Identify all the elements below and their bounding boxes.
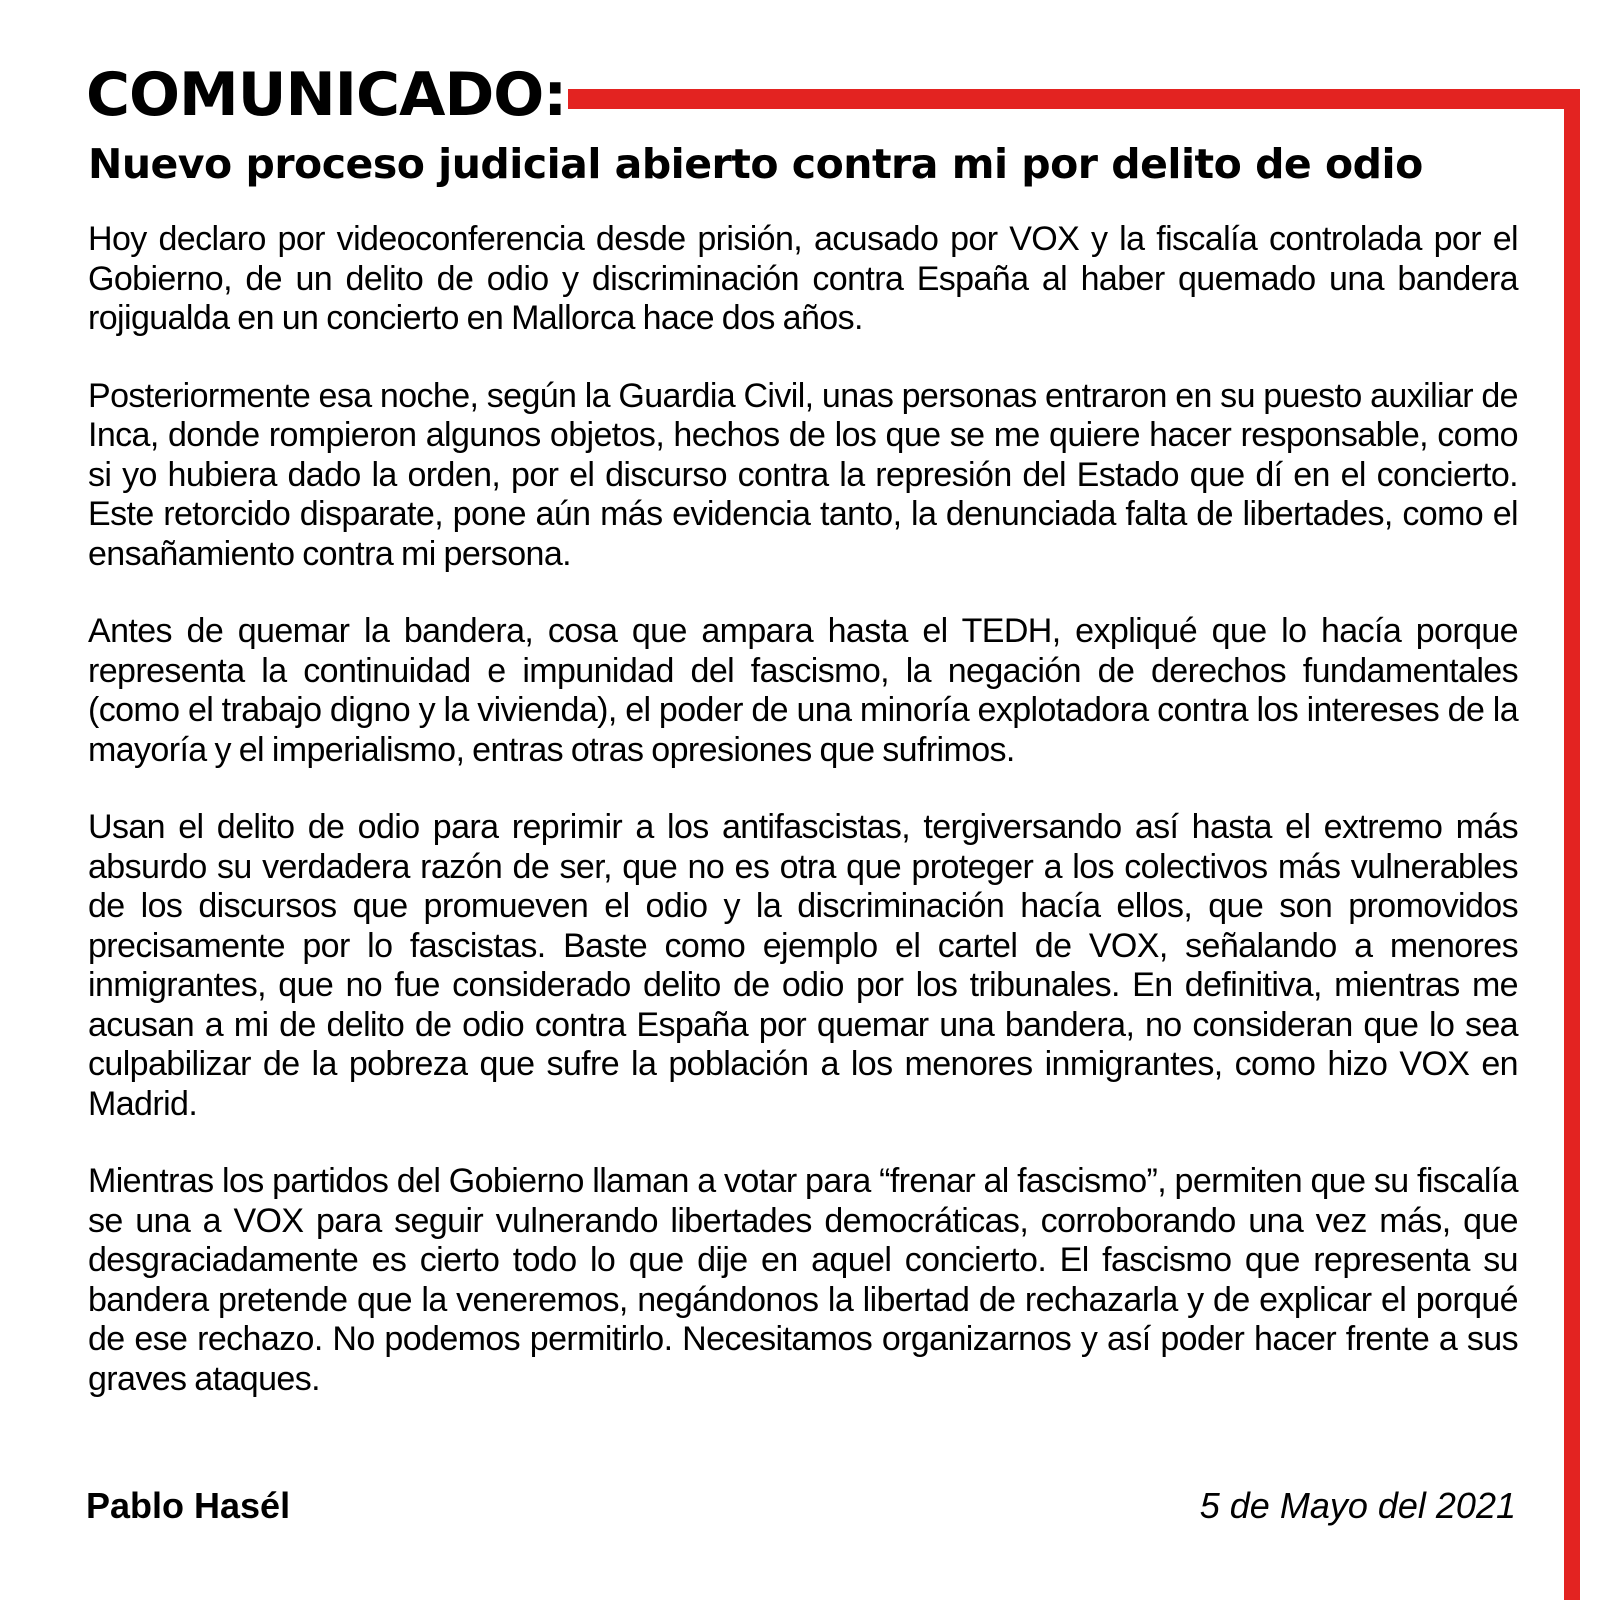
- paragraph-5: Mientras los partidos del Gobierno llaman a votar para “frenar al fascismo”, permiten que su fiscalía se una a VOX para seguir vulnerando libertades democráticas, corroborando una vez más, que desgraciadamente es cierto todo lo que dije en aquel concierto. El fascismo que representa su bandera pretende que la veneremos, negándonos la libertad de rechazarla y de explicar el porqué de ese rechazo. No podemos permitirlo. Necesitamos organizarnos y así poder hacer frente a sus graves ataques.: [88, 1162, 1518, 1398]
- red-accent-bar-top: [568, 89, 1564, 109]
- page-title: COMUNICADO:: [86, 60, 567, 130]
- author-signature: Pablo Hasél: [86, 1485, 291, 1526]
- paragraph-3: Antes de quemar la bandera, cosa que ampara hasta el TEDH, expliqué que lo hacía porque representa la continuidad e impunidad del fascismo, la negación de derechos fundamentales (como el trabajo digno y la vivienda), el poder de una minoría explotadora contra los intereses de la mayoría y el imperialismo, entras otras opresiones que sufrimos.: [88, 612, 1518, 769]
- paragraph-1: Hoy declaro por videoconferencia desde prisión, acusado por VOX y la fiscalía controlada por el Gobierno, de un delito de odio y discriminación contra España al haber quemado una bandera rojigualda en un concierto en Mallorca hace dos años.: [88, 220, 1518, 337]
- red-accent-bar-side: [1564, 89, 1580, 1600]
- paragraph-4: Usan el delito de odio para reprimir a los antifascistas, tergiversando así hasta el extremo más absurdo su verdadera razón de ser, que no es otra que proteger a los colectivos más vulnerables de los discursos que promueven el odio y la discriminación hacía ellos, que son promovidos precisamente por lo fascistas. Baste como ejemplo el cartel de VOX, señalando a menores inmigrantes, que no fue considerado delito de odio por los tribunales. En definitiva, mientras me acusan a mi de delito de odio contra España por quemar una bandera, no consideran que lo sea culpabilizar de la pobreza que sufre la población a los menores inmigrantes, como hizo VOX en Madrid.: [88, 808, 1518, 1123]
- page-subtitle: Nuevo proceso judicial abierto contra mi por delito de odio: [88, 140, 1423, 188]
- statement-date: 5 de Mayo del 2021: [1199, 1485, 1516, 1526]
- statement-body: [88, 220, 1518, 1437]
- paragraph-2: Posteriormente esa noche, según la Guardia Civil, unas personas entraron en su puesto auxiliar de Inca, donde rompieron algunos objetos, hechos de los que se me quiere hacer responsable, como si yo hubiera dado la orden, por el discurso contra la represión del Estado que dí en el concierto. Este retorcido disparate, pone aún más evidencia tanto, la denunciada falta de libertades, como el ensañamiento contra mi persona.: [88, 376, 1518, 573]
